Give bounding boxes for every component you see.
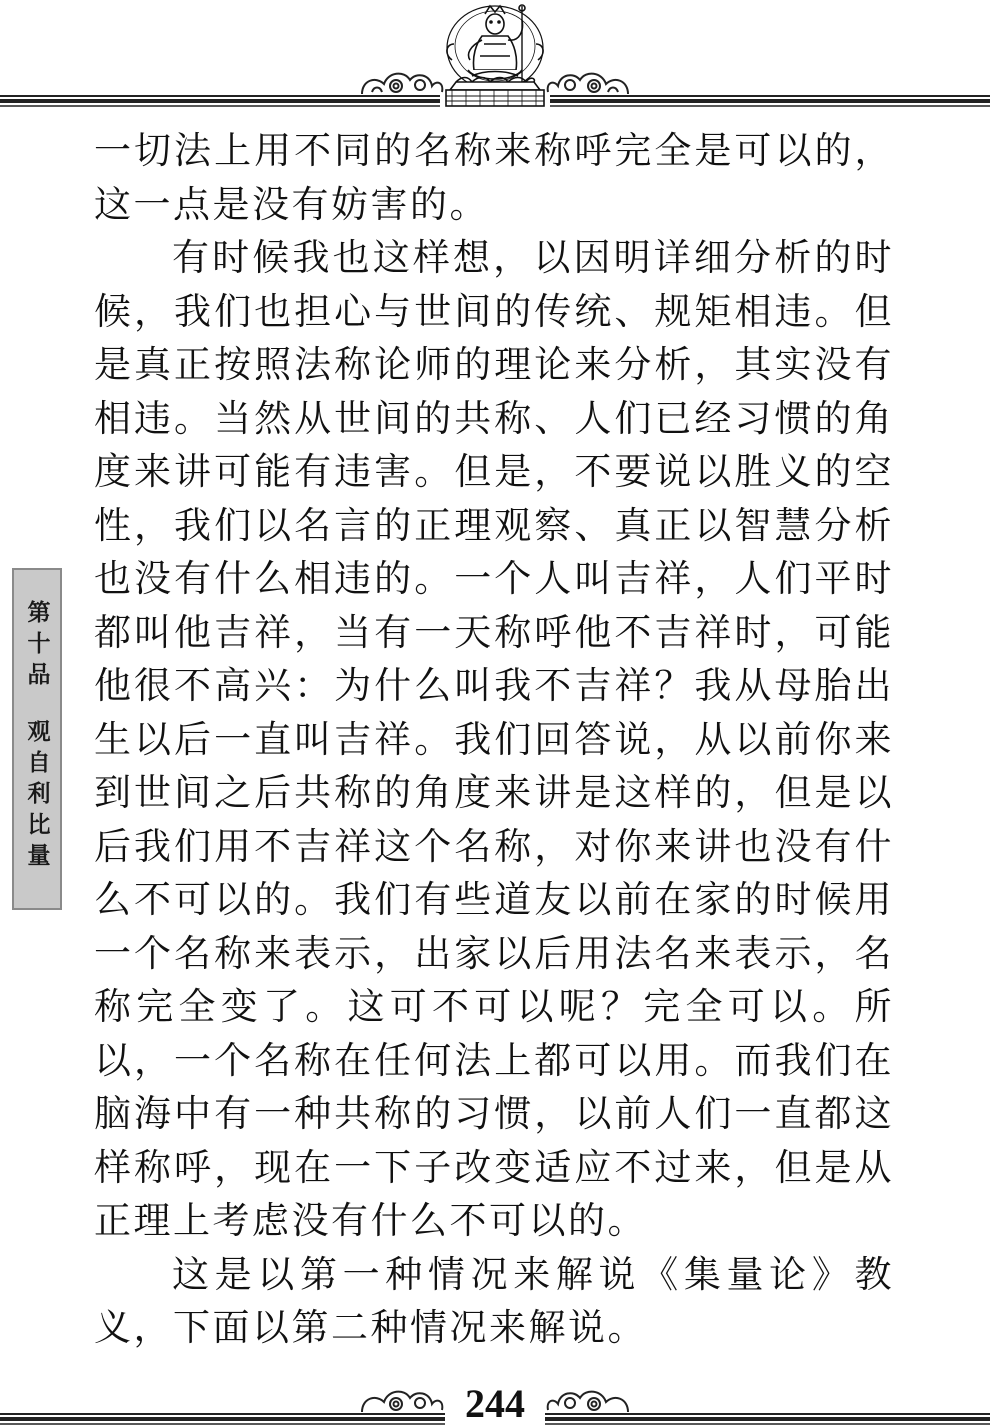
chapter-number: 第十品 [23,600,50,693]
page-number: 244 [465,1381,525,1426]
paragraph-3: 这是以第一种情况来解说《集量论》教义，下面以第二种情况来解说。 [94,1252,894,1349]
header-ornament [0,0,990,112]
right-cloud-scroll-icon [548,74,628,94]
left-cloud-scroll-icon [362,74,442,94]
buddha-figure-icon [446,5,544,106]
paragraph-2: 有时候我也这样想，以因明详细分析的时候，我们也担心与世间的传统、规矩相违。但是真正按照法称论师的理论来分析，其实没有相违。当然从世间的共称、人们已经习惯的角度来讲可能有违害。但是，不要说以胜义的空性，我们以名言的正理观察、真正以智慧分析也没有什么相违的。一个人叫吉祥，人们平时都叫他吉祥，当有一天称呼他不吉祥时，可能他很不高兴：为什么叫我不吉祥？我从母胎出生以后一直叫吉祥。我们回答说，从以前你来到世间之后共称的角度来讲是这样的，但是以后我们用不吉祥这个名称，对你来讲也没有什么不可以的。我们有些道友以前在家的时候用一个名称来表示，出家以后用法名来表示，名称完全变了。这可不可以呢？完全可以。所以，一个名称在任何法上都可以用。而我们在脑海中有一种共称的习惯，以前人们一直都这样称呼，现在一下子改变适应不过来，但是从正理上考虑没有什么不可以的。 [94,236,894,1242]
paragraph-1: 一切法上用不同的名称来称呼完全是可以的，这一点是没有妨害的。 [94,129,894,226]
page-header [0,0,990,112]
chapter-title: 观自利比量 [23,719,50,874]
chapter-side-tab [12,568,62,910]
page-content [94,124,894,1355]
